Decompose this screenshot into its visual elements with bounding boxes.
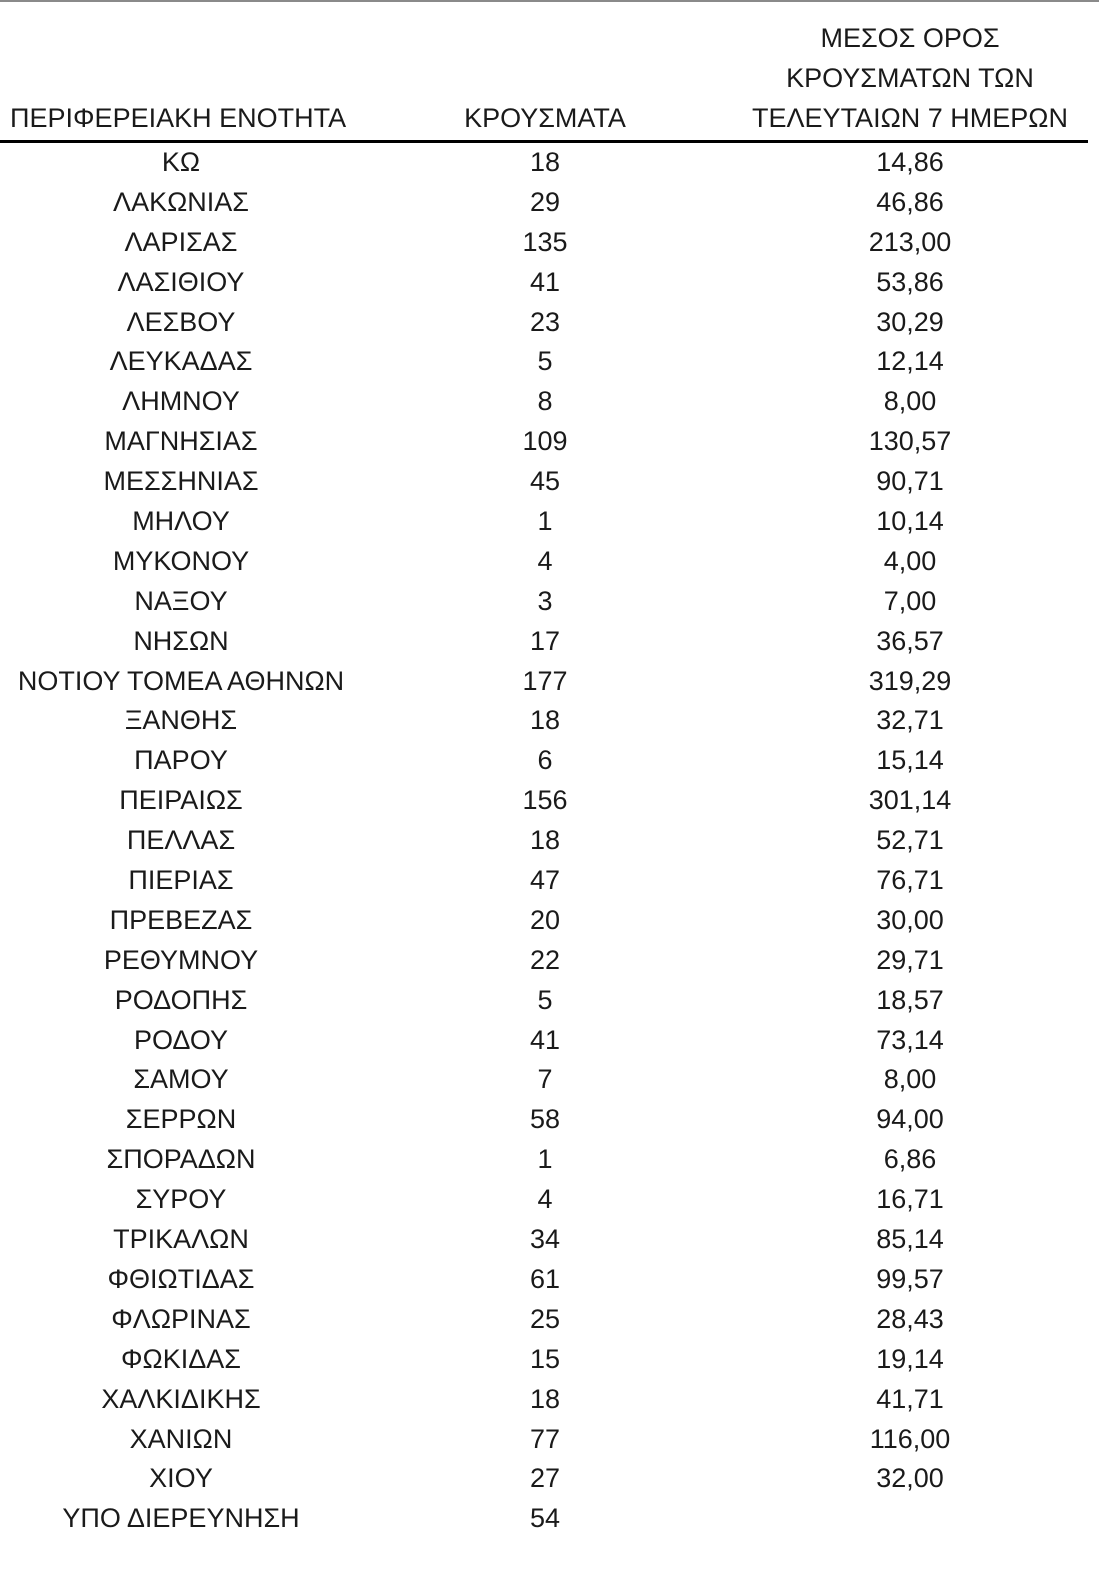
table-row bbox=[0, 941, 1088, 981]
cases-cell: 109 bbox=[522, 426, 568, 457]
average-cell: 73,14 bbox=[876, 1024, 944, 1055]
cases-cell: 54 bbox=[529, 1503, 561, 1534]
cases-cell: 177 bbox=[522, 665, 568, 696]
cases-cell: 47 bbox=[529, 865, 561, 896]
cases-cell: 18 bbox=[529, 825, 561, 856]
region-cell: ΛΗΜΝΟΥ bbox=[122, 386, 240, 417]
table-row bbox=[0, 1300, 1088, 1340]
average-cell: 301,14 bbox=[868, 785, 952, 816]
region-cell: ΡΟΔΟΠΗΣ bbox=[114, 984, 248, 1015]
region-cell: ΛΑΣΙΘΙΟΥ bbox=[117, 266, 245, 297]
region-cell: ΣΕΡΡΩΝ bbox=[125, 1104, 237, 1135]
cases-cell: 41 bbox=[529, 1024, 561, 1055]
region-cell: ΧΑΝΙΩΝ bbox=[129, 1423, 233, 1454]
table-row bbox=[0, 342, 1088, 382]
table-body bbox=[0, 143, 1099, 1539]
table-row bbox=[0, 622, 1088, 662]
average-cell: 319,29 bbox=[868, 665, 952, 696]
region-cell: ΡΟΔΟΥ bbox=[133, 1024, 229, 1055]
column-header-average-line2: ΚΡΟΥΣΜΑΤΩΝ ΤΩΝ bbox=[786, 63, 1034, 93]
table-row bbox=[0, 382, 1088, 422]
cases-cell: 27 bbox=[529, 1463, 561, 1494]
average-cell: 99,57 bbox=[876, 1263, 944, 1294]
region-cell: ΠΑΡΟΥ bbox=[134, 745, 228, 776]
average-cell: 14,86 bbox=[876, 147, 944, 177]
region-cell: ΛΑΡΙΣΑΣ bbox=[124, 226, 238, 257]
average-cell: 15,14 bbox=[876, 745, 944, 776]
table-row bbox=[0, 901, 1088, 941]
region-cell: ΜΕΣΣΗΝΙΑΣ bbox=[103, 466, 259, 497]
region-cell: ΝΗΣΩΝ bbox=[133, 625, 229, 656]
average-cell: 46,86 bbox=[876, 186, 944, 217]
table-row bbox=[0, 143, 1088, 183]
table-row bbox=[0, 741, 1088, 781]
average-cell: 76,71 bbox=[876, 865, 944, 896]
average-cell: 94,00 bbox=[876, 1104, 944, 1135]
region-cell: ΧΙΟΥ bbox=[149, 1463, 213, 1494]
average-cell: 130,57 bbox=[868, 426, 952, 457]
average-cell: 12,14 bbox=[876, 346, 944, 377]
average-cell: 10,14 bbox=[876, 506, 944, 537]
region-cell: ΜΥΚΟΝΟΥ bbox=[112, 545, 250, 576]
region-cell: ΠΡΕΒΕΖΑΣ bbox=[109, 904, 253, 935]
average-cell: 29,71 bbox=[876, 944, 944, 975]
average-cell: 32,00 bbox=[876, 1463, 944, 1494]
average-cell: 6,86 bbox=[883, 1144, 937, 1175]
table-row bbox=[0, 1021, 1088, 1061]
region-cell: ΡΕΘΥΜΝΟΥ bbox=[103, 944, 259, 975]
average-cell: 4,00 bbox=[883, 545, 937, 576]
region-cell: ΦΘΙΩΤΙΔΑΣ bbox=[107, 1263, 255, 1294]
region-cell: ΛΕΣΒΟΥ bbox=[126, 306, 236, 337]
average-cell: 16,71 bbox=[876, 1184, 944, 1215]
table-row bbox=[0, 1340, 1088, 1380]
cases-cell: 41 bbox=[529, 266, 561, 297]
average-cell: 30,29 bbox=[876, 306, 944, 337]
cases-cell: 22 bbox=[529, 944, 561, 975]
cases-cell: 1 bbox=[537, 506, 553, 537]
average-cell: 41,71 bbox=[876, 1383, 944, 1414]
column-header-average-line1: ΜΕΣΟΣ ΟΡΟΣ bbox=[820, 23, 1000, 53]
region-cell: ΝΑΞΟΥ bbox=[134, 585, 228, 616]
table-row bbox=[0, 1260, 1088, 1300]
region-cell: ΜΗΛΟΥ bbox=[132, 506, 230, 537]
cases-cell: 45 bbox=[529, 466, 561, 497]
region-cell: ΦΩΚΙΔΑΣ bbox=[121, 1343, 241, 1374]
average-cell: 213,00 bbox=[868, 226, 952, 257]
table-row bbox=[0, 781, 1088, 821]
region-cell: ΤΡΙΚΑΛΩΝ bbox=[113, 1224, 249, 1255]
table-row bbox=[0, 1420, 1088, 1460]
region-cell: ΠΕΛΛΑΣ bbox=[126, 825, 236, 856]
cases-cell: 156 bbox=[522, 785, 568, 816]
table-row bbox=[0, 582, 1088, 622]
table-row bbox=[0, 1459, 1088, 1499]
cases-cell: 20 bbox=[529, 904, 561, 935]
cases-cell: 29 bbox=[529, 186, 561, 217]
table-header bbox=[0, 0, 1088, 143]
average-cell: 53,86 bbox=[876, 266, 944, 297]
table-row bbox=[0, 183, 1088, 223]
table-row bbox=[0, 1060, 1088, 1100]
cases-cell: 77 bbox=[529, 1423, 561, 1454]
average-cell: 18,57 bbox=[876, 984, 944, 1015]
table-row bbox=[0, 981, 1088, 1021]
cases-cell: 4 bbox=[537, 545, 553, 576]
table-row bbox=[0, 502, 1088, 542]
region-cell: ΥΠΟ ΔΙΕΡΕΥΝΗΣΗ bbox=[62, 1503, 300, 1534]
cases-cell: 4 bbox=[537, 1184, 553, 1215]
region-cell: ΛΕΥΚΑΔΑΣ bbox=[109, 346, 253, 377]
table-row bbox=[0, 1140, 1088, 1180]
average-cell: 28,43 bbox=[876, 1303, 944, 1334]
average-cell: 90,71 bbox=[876, 466, 944, 497]
cases-cell: 34 bbox=[529, 1224, 561, 1255]
region-cell: ΠΙΕΡΙΑΣ bbox=[128, 865, 234, 896]
table-row bbox=[0, 1180, 1088, 1220]
cases-cell: 18 bbox=[529, 1383, 561, 1414]
table-row bbox=[0, 861, 1088, 901]
cases-cell: 61 bbox=[529, 1263, 561, 1294]
region-cell: ΞΑΝΘΗΣ bbox=[124, 705, 238, 736]
table-row bbox=[0, 1100, 1088, 1140]
cases-cell: 58 bbox=[529, 1104, 561, 1135]
average-cell: 85,14 bbox=[876, 1224, 944, 1255]
table-row bbox=[0, 263, 1088, 303]
table-row bbox=[0, 701, 1088, 741]
table-row bbox=[0, 462, 1088, 502]
average-cell: 52,71 bbox=[876, 825, 944, 856]
column-header-average bbox=[745, 18, 1075, 138]
table-row bbox=[0, 303, 1088, 343]
region-cell: ΧΑΛΚΙΔΙΚΗΣ bbox=[101, 1383, 261, 1414]
cases-cell: 17 bbox=[529, 625, 561, 656]
average-cell: 30,00 bbox=[876, 904, 944, 935]
table-row bbox=[0, 1499, 1088, 1539]
cases-cell: 6 bbox=[537, 745, 553, 776]
column-header-cases: ΚΡΟΥΣΜΑΤΑ bbox=[464, 103, 626, 133]
table-row bbox=[0, 1220, 1088, 1260]
table-row bbox=[0, 223, 1088, 263]
average-cell: 19,14 bbox=[876, 1343, 944, 1374]
region-cell: ΜΑΓΝΗΣΙΑΣ bbox=[104, 426, 258, 457]
cases-cell: 8 bbox=[537, 386, 553, 417]
cases-cell: 5 bbox=[537, 346, 553, 377]
cases-cell: 15 bbox=[529, 1343, 561, 1374]
region-cell: ΛΑΚΩΝΙΑΣ bbox=[113, 186, 249, 217]
region-cell: ΣΠΟΡΑΔΩΝ bbox=[106, 1144, 256, 1175]
region-cell: ΣΥΡΟΥ bbox=[135, 1184, 227, 1215]
table-row bbox=[0, 1380, 1088, 1420]
column-header-region: ΠΕΡΙΦΕΡΕΙΑΚΗ ΕΝΟΤΗΤΑ bbox=[10, 103, 347, 133]
cases-cell: 25 bbox=[529, 1303, 561, 1334]
table-row bbox=[0, 821, 1088, 861]
cases-cell: 18 bbox=[529, 705, 561, 736]
average-cell: 36,57 bbox=[876, 625, 944, 656]
cases-cell: 23 bbox=[529, 306, 561, 337]
cases-cell: 18 bbox=[529, 147, 561, 177]
cases-cell: 135 bbox=[522, 226, 568, 257]
region-cell: ΣΑΜΟΥ bbox=[133, 1064, 229, 1095]
column-header-average-line3: ΤΕΛΕΥΤΑΙΩΝ 7 ΗΜΕΡΩΝ bbox=[752, 103, 1068, 133]
cases-cell: 5 bbox=[537, 984, 553, 1015]
average-cell: 116,00 bbox=[869, 1423, 951, 1454]
table-row bbox=[0, 662, 1088, 702]
average-cell: 8,00 bbox=[883, 1064, 937, 1095]
cases-cell: 7 bbox=[537, 1064, 553, 1095]
table-row bbox=[0, 422, 1088, 462]
region-cell: ΠΕΙΡΑΙΩΣ bbox=[119, 785, 243, 816]
region-cell: ΚΩ bbox=[161, 147, 201, 177]
table-row bbox=[0, 542, 1088, 582]
region-cell: ΝΟΤΙΟΥ ΤΟΜΕΑ ΑΘΗΝΩΝ bbox=[17, 665, 345, 696]
average-cell: 7,00 bbox=[883, 585, 937, 616]
region-cell: ΦΛΩΡΙΝΑΣ bbox=[111, 1303, 251, 1334]
cases-cell: 3 bbox=[537, 585, 553, 616]
average-cell: 8,00 bbox=[883, 386, 937, 417]
cases-cell: 1 bbox=[537, 1144, 553, 1175]
average-cell: 32,71 bbox=[876, 705, 944, 736]
